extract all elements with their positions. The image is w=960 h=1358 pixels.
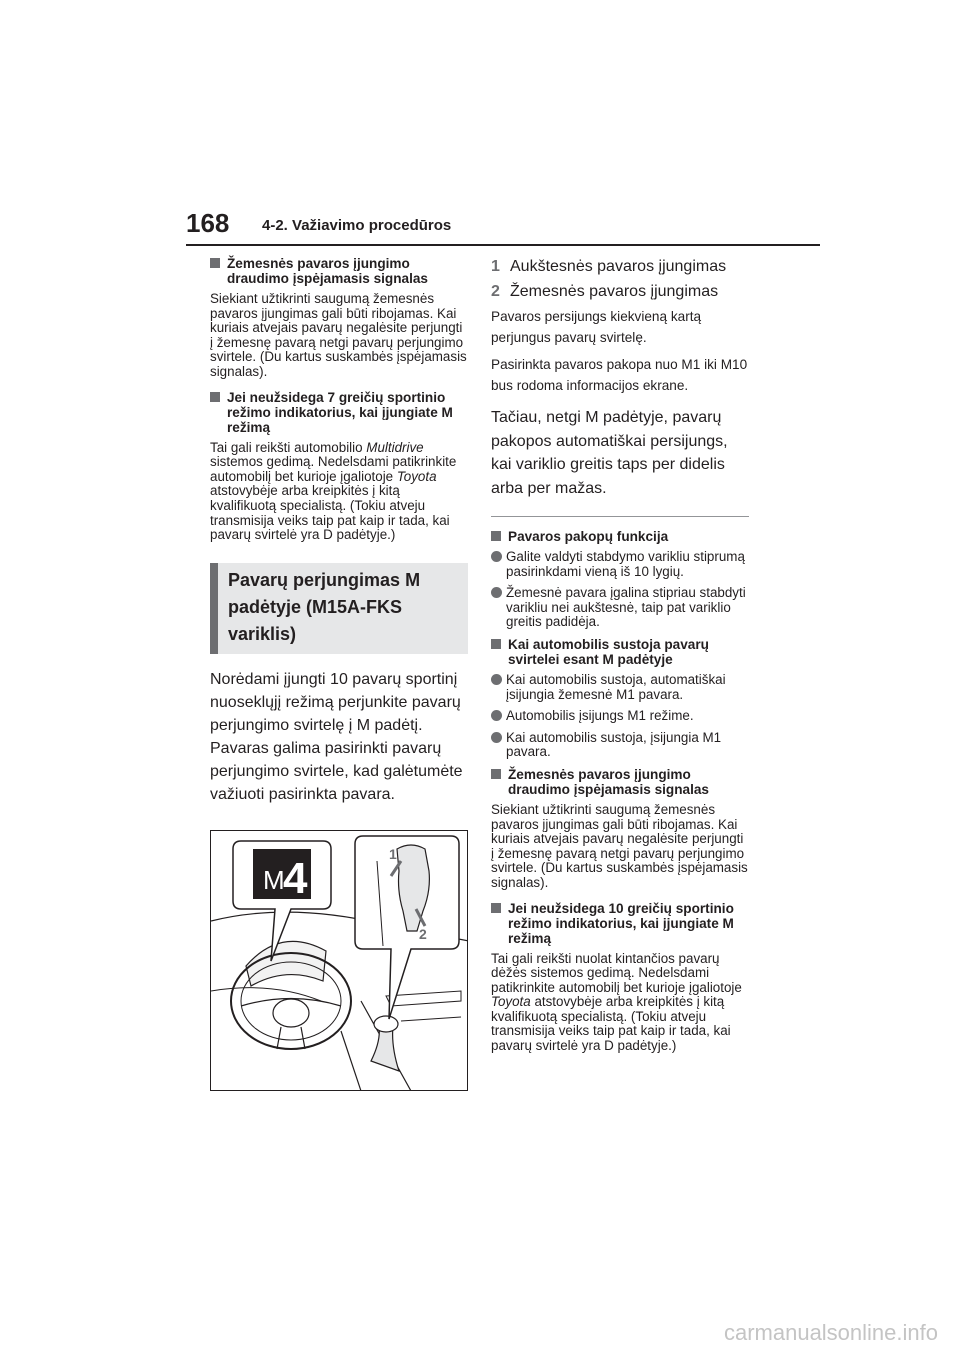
left-heading-2: Jei neužsidega 7 greičių sportinio režimo indikatorius, kai įjungiate M režimą [210, 390, 468, 435]
right-heading-1: Pavaros pakopų funkcija [491, 529, 749, 544]
right-column [491, 256, 749, 1064]
square-bullet-icon [491, 903, 501, 913]
section-box-heading: Pavarų perjungimas M padėtyje (M15A-FKS variklis) [210, 563, 468, 654]
round-bullet-icon [491, 587, 502, 598]
display-letter: M [263, 865, 285, 895]
display-digit: 4 [283, 854, 308, 903]
illustration-svg [211, 831, 468, 1091]
numbered-item-2: 2 Žemesnės pavaros įjungimas [491, 283, 719, 300]
square-bullet-icon [491, 639, 501, 649]
right-heading-4: Jei neužsidega 10 greičių sportinio režimo indikatorius, kai įjungiate M režimą [491, 901, 749, 946]
right-paragraph-5: Tai gali reikšti nuolat kintančios pavarų dėžės sistemos gedimą. Nedelsdami patikrinkite automobilį bet kurioje įgaliotoje Toyota atstovybėje arba kreipkitės į kitą kvalifikuotą specialistą. (Tokiu atveju transmisija veiks taip pat kaip ir tada, kai pavarų svirtelė yra D padėtyje.) [491, 950, 742, 1054]
round-bullet-icon [491, 674, 502, 685]
header-rule [186, 244, 820, 246]
left-heading-1: Žemesnės pavaros įjungimo draudimo įspėjamasis signalas [210, 256, 468, 286]
left-paragraph-3: Norėdami įjungti 10 pavarų sportinį nuoseklųjį režimą perjunkite pavarų perjungimo svirtelę į M padėtį. Pavaras galima pasirinkti pavarų perjungimo svirtele, kad galėtumėte važiuoti pasirinkta pavara. [210, 670, 463, 803]
left-paragraph-2: Tai gali reikšti automobilio Multidrive sistemos gedimą. Nedelsdami patikrinkite automobilį bet kurioje įgaliotoje Toyota atstovybėje arba kreipkitės į kitą kvalifikuotą specialistą. (Tokiu atveju transmisija veiks taip pat kaip ir tada, kai pavarų svirtelė yra D padėtyje.) [210, 439, 457, 543]
round-bullet-icon [491, 710, 502, 721]
gear-shift-illustration [210, 830, 468, 1091]
right-paragraph-3: Tačiau, netgi M padėtyje, pavarų pakopos automatiškai persijungs, kai variklio greitis taps per didelis arba per mažas. [491, 409, 728, 497]
bullet-item: Kai automobilis sustoja, įsijungia M1 pavara. [491, 731, 749, 760]
right-heading-3: Žemesnės pavaros įjungimo draudimo įspėjamasis signalas [491, 767, 749, 797]
bullet-item: Kai automobilis sustoja, automatiškai įsijungia žemesnė M1 pavara. [491, 673, 749, 702]
numbered-item-1: 1 Aukštesnės pavaros įjungimas [491, 258, 727, 275]
right-paragraph-4: Siekiant užtikrinti saugumą žemesnės pavaros įjungimas gali būti ribojamas. Kai kuriais atvejais pavarų negalėsite perjungti į žemesnę pavarą netgi pavarų perjungimo svirtele. (Du kartus suskambės įspėjamasis signalas). [491, 801, 748, 890]
right-heading-2: Kai automobilis sustoja pavarų svirtelei esant M padėtyje [491, 637, 749, 667]
right-paragraph-1: Pavaros persijungs kiekvieną kartą perjungus pavarų svirtelę. [491, 309, 702, 345]
round-bullet-icon [491, 551, 502, 562]
watermark: carmanualsonline.info [723, 1320, 938, 1345]
square-bullet-icon [210, 392, 220, 402]
square-bullet-icon [491, 769, 501, 779]
round-bullet-icon [491, 732, 502, 743]
page-number: 168 [186, 208, 230, 238]
bullet-item: Galite valdyti stabdymo varikliu stiprumą pasirinkdami vieną iš 10 lygių. [491, 550, 749, 579]
bullet-item: Žemesnė pavara įgalina stipriau stabdyti varikliu nei aukštesnė, taip pat variklio greitis padidėja. [491, 586, 749, 630]
divider [491, 516, 749, 517]
callout-1: 1 [389, 846, 397, 862]
square-bullet-icon [210, 258, 220, 268]
right-paragraph-2: Pasirinkta pavaros pakopa nuo M1 iki M10 bus rodoma informacijos ekrane. [491, 357, 748, 393]
square-bullet-icon [491, 531, 501, 541]
callout-2: 2 [419, 926, 427, 942]
bullet-item: Automobilis įsijungs M1 režime. [491, 709, 749, 724]
section-title: 4-2. Važiavimo procedūros [262, 217, 452, 234]
left-paragraph-1: Siekiant užtikrinti saugumą žemesnės pavaros įjungimas gali būti ribojamas. Kai kuriais atvejais pavarų negalėsite perjungti į žemesnę pavarą netgi pavarų perjungimo svirtele. (Du kartus suskambės įspėjamasis signalas). [210, 291, 467, 379]
left-column [210, 256, 468, 806]
